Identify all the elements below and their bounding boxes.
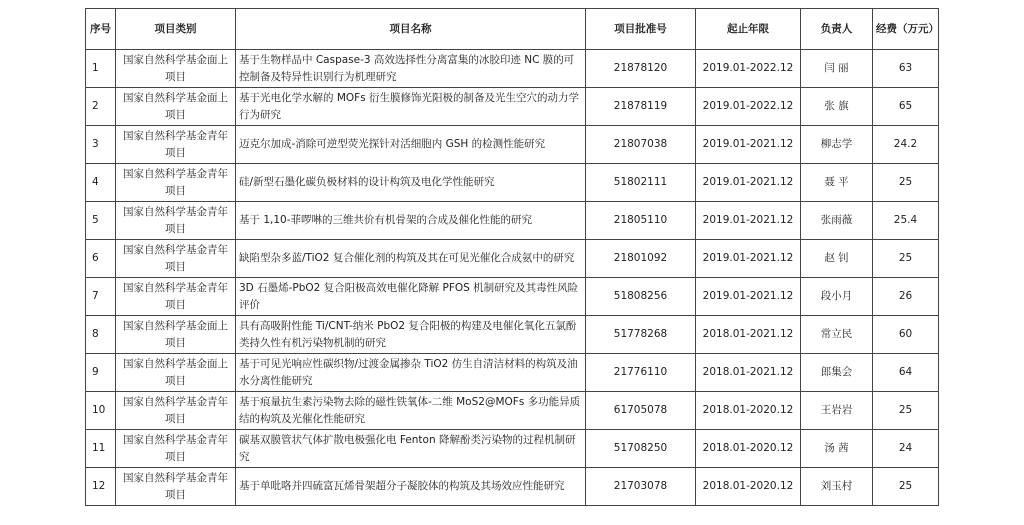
cell-leader: 闫 丽 — [801, 50, 873, 88]
cell-project-name: 基于可见光响应性碳织物/过渡金属掺杂 TiO2 仿生自清洁材料的构筑及油水分离性能研究 — [236, 354, 586, 392]
cell-project-name: 基于生物样品中 Caspase-3 高效选择性分离富集的冰胶印迹 NC 膜的可控制备及特异性识别行为机理研究 — [236, 50, 586, 88]
cell-seq: 9 — [86, 354, 116, 392]
cell-seq: 3 — [86, 126, 116, 164]
cell-approval-number: 21801092 — [586, 240, 696, 278]
cell-project-name: 基于痕量抗生素污染物去除的磁性铁氧体-二维 MoS2@MOFs 多功能异质结的构筑及光催化性能研究 — [236, 392, 586, 430]
table-row — [86, 316, 939, 354]
cell-category: 国家自然科学基金面上项目 — [116, 316, 236, 354]
cell-period: 2019.01-2021.12 — [696, 126, 801, 164]
cell-category: 国家自然科学基金青年项目 — [116, 392, 236, 430]
cell-period: 2018.01-2020.12 — [696, 392, 801, 430]
projects-table — [85, 8, 939, 506]
cell-category: 国家自然科学基金青年项目 — [116, 430, 236, 468]
cell-period: 2019.01-2021.12 — [696, 202, 801, 240]
cell-category: 国家自然科学基金青年项目 — [116, 126, 236, 164]
cell-project-name: 迈克尔加成-消除可逆型荧光探针对活细胞内 GSH 的检测性能研究 — [236, 126, 586, 164]
cell-approval-number: 51808256 — [586, 278, 696, 316]
cell-leader: 刘玉村 — [801, 468, 873, 506]
cell-funding: 25 — [873, 240, 939, 278]
cell-seq: 4 — [86, 164, 116, 202]
cell-category: 国家自然科学基金青年项目 — [116, 164, 236, 202]
cell-period: 2019.01-2021.12 — [696, 240, 801, 278]
cell-leader: 柳志学 — [801, 126, 873, 164]
cell-leader: 王岩岩 — [801, 392, 873, 430]
cell-period: 2018.01-2020.12 — [696, 468, 801, 506]
header-name: 项目名称 — [236, 9, 586, 50]
cell-project-name: 3D 石墨烯-PbO2 复合阳极高效电催化降解 PFOS 机制研究及其毒性风险评价 — [236, 278, 586, 316]
table-row — [86, 240, 939, 278]
cell-approval-number: 21776110 — [586, 354, 696, 392]
table-header-row — [86, 9, 939, 50]
cell-leader: 汤 茜 — [801, 430, 873, 468]
header-category: 项目类别 — [116, 9, 236, 50]
cell-leader: 郎集会 — [801, 354, 873, 392]
table-row — [86, 468, 939, 506]
cell-project-name: 基于光电化学水解的 MOFs 衍生膜修饰光阳极的制备及光生空穴的动力学行为研究 — [236, 88, 586, 126]
cell-project-name: 基于单吡咯并四硫富瓦烯骨架超分子凝胶体的构筑及其场效应性能研究 — [236, 468, 586, 506]
cell-category: 国家自然科学基金青年项目 — [116, 202, 236, 240]
cell-period: 2019.01-2022.12 — [696, 88, 801, 126]
cell-funding: 25 — [873, 392, 939, 430]
cell-funding: 24 — [873, 430, 939, 468]
cell-category: 国家自然科学基金青年项目 — [116, 468, 236, 506]
cell-category: 国家自然科学基金面上项目 — [116, 354, 236, 392]
cell-project-name: 缺陷型杂多蓝/TiO2 复合催化剂的构筑及其在可见光催化合成氨中的研究 — [236, 240, 586, 278]
table-row — [86, 354, 939, 392]
header-period: 起止年限 — [696, 9, 801, 50]
cell-approval-number: 21878119 — [586, 88, 696, 126]
cell-approval-number: 61705078 — [586, 392, 696, 430]
header-funding: 经费（万元） — [873, 9, 939, 50]
cell-leader: 聂 平 — [801, 164, 873, 202]
cell-project-name: 碳基双膜管状气体扩散电极强化电 Fenton 降解酚类污染物的过程机制研究 — [236, 430, 586, 468]
cell-seq: 5 — [86, 202, 116, 240]
table-row — [86, 88, 939, 126]
cell-leader: 赵 钊 — [801, 240, 873, 278]
cell-period: 2018.01-2021.12 — [696, 316, 801, 354]
cell-approval-number: 21807038 — [586, 126, 696, 164]
table-row — [86, 392, 939, 430]
table-row — [86, 430, 939, 468]
cell-period: 2018.01-2020.12 — [696, 430, 801, 468]
cell-project-name: 具有高吸附性能 Ti/CNT-纳米 PbO2 复合阳极的构建及电催化氧化五氯酚类持久性有机污染物机制的研究 — [236, 316, 586, 354]
table-row — [86, 202, 939, 240]
cell-seq: 8 — [86, 316, 116, 354]
table-row — [86, 50, 939, 88]
header-seq: 序号 — [86, 9, 116, 50]
cell-seq: 7 — [86, 278, 116, 316]
cell-funding: 64 — [873, 354, 939, 392]
cell-period: 2019.01-2022.12 — [696, 50, 801, 88]
cell-funding: 24.2 — [873, 126, 939, 164]
cell-seq: 6 — [86, 240, 116, 278]
cell-project-name: 基于 1,10-菲啰啉的三维共价有机骨架的合成及催化性能的研究 — [236, 202, 586, 240]
projects-table-container — [85, 8, 938, 506]
cell-funding: 65 — [873, 88, 939, 126]
cell-leader: 张雨薇 — [801, 202, 873, 240]
cell-seq: 1 — [86, 50, 116, 88]
cell-approval-number: 51802111 — [586, 164, 696, 202]
cell-leader: 常立民 — [801, 316, 873, 354]
cell-category: 国家自然科学基金面上项目 — [116, 50, 236, 88]
cell-seq: 2 — [86, 88, 116, 126]
table-row — [86, 164, 939, 202]
cell-seq: 11 — [86, 430, 116, 468]
cell-approval-number: 51778268 — [586, 316, 696, 354]
cell-funding: 63 — [873, 50, 939, 88]
table-row — [86, 278, 939, 316]
cell-funding: 25 — [873, 468, 939, 506]
table-row — [86, 126, 939, 164]
cell-project-name: 硅/新型石墨化碳负极材料的设计构筑及电化学性能研究 — [236, 164, 586, 202]
cell-approval-number: 51708250 — [586, 430, 696, 468]
cell-category: 国家自然科学基金青年项目 — [116, 278, 236, 316]
header-approval: 项目批准号 — [586, 9, 696, 50]
cell-funding: 25 — [873, 164, 939, 202]
cell-period: 2018.01-2021.12 — [696, 354, 801, 392]
cell-funding: 25.4 — [873, 202, 939, 240]
header-leader: 负责人 — [801, 9, 873, 50]
cell-leader: 段小月 — [801, 278, 873, 316]
cell-approval-number: 21805110 — [586, 202, 696, 240]
cell-category: 国家自然科学基金面上项目 — [116, 88, 236, 126]
cell-approval-number: 21703078 — [586, 468, 696, 506]
cell-approval-number: 21878120 — [586, 50, 696, 88]
cell-period: 2019.01-2021.12 — [696, 164, 801, 202]
cell-leader: 张 旗 — [801, 88, 873, 126]
cell-funding: 60 — [873, 316, 939, 354]
cell-seq: 10 — [86, 392, 116, 430]
cell-period: 2019.01-2021.12 — [696, 278, 801, 316]
cell-funding: 26 — [873, 278, 939, 316]
cell-seq: 12 — [86, 468, 116, 506]
cell-category: 国家自然科学基金青年项目 — [116, 240, 236, 278]
